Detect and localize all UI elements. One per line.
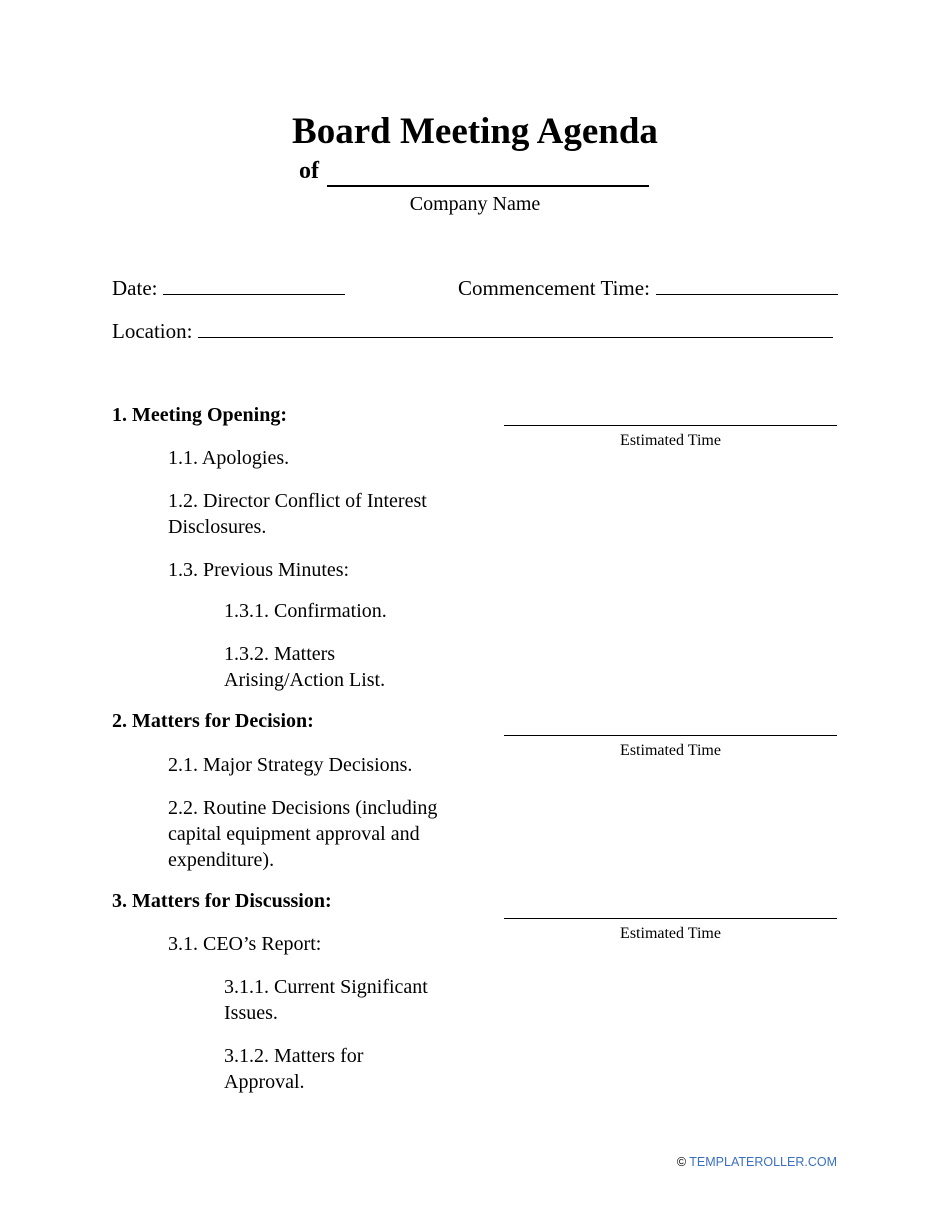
commencement-time-blank[interactable] [656,278,838,295]
footer-credit [677,1155,837,1169]
agenda-subitem: 3.1.2. Matters for Approval. [224,1045,364,1093]
commencement-time-field [458,276,838,301]
estimated-time-blank[interactable] [504,425,837,426]
agenda-subitem: 3.1.1. Current Significant Issues. [224,976,428,1024]
company-name-caption: Company Name [409,193,541,215]
agenda-item: 2.2. Routine Decisions (including capital equipment approval and expenditure). [168,797,438,871]
estimated-time-label: Estimated Time [620,432,721,449]
agenda-subitem: 1.3.1. Confirmation. [224,600,387,622]
section-heading: 1. Meeting Opening: [112,404,287,426]
section-heading: 2. Matters for Decision: [112,710,314,732]
footer-site-link[interactable]: TEMPLATEROLLER.COM [689,1155,837,1169]
estimated-time-blank[interactable] [504,918,837,919]
location-label: Location: [112,319,193,343]
agenda-item: 2.1. Major Strategy Decisions. [168,754,413,776]
of-label: of [299,158,319,184]
estimated-time-label: Estimated Time [620,742,721,759]
date-blank[interactable] [163,278,345,295]
location-field [112,319,833,344]
estimated-time-label: Estimated Time [620,925,721,942]
agenda-item: 3.1. CEO’s Report: [168,933,322,955]
copyright-icon: © [676,1155,687,1169]
estimated-time-blank[interactable] [504,735,837,736]
date-label: Date: [112,276,158,300]
agenda-item: 1.2. Director Conflict of Interest Disclosures. [168,490,427,538]
agenda-item: 1.1. Apologies. [168,447,290,469]
section-heading: 3. Matters for Discussion: [112,890,332,912]
document-title: Board Meeting Agenda [292,111,658,152]
commencement-time-label: Commencement Time: [458,276,650,300]
date-field [112,276,345,301]
location-blank[interactable] [198,321,833,338]
company-name-blank[interactable] [327,185,649,187]
agenda-subitem: 1.3.2. Matters Arising/Action List. [224,643,386,691]
agenda-item: 1.3. Previous Minutes: [168,559,350,581]
